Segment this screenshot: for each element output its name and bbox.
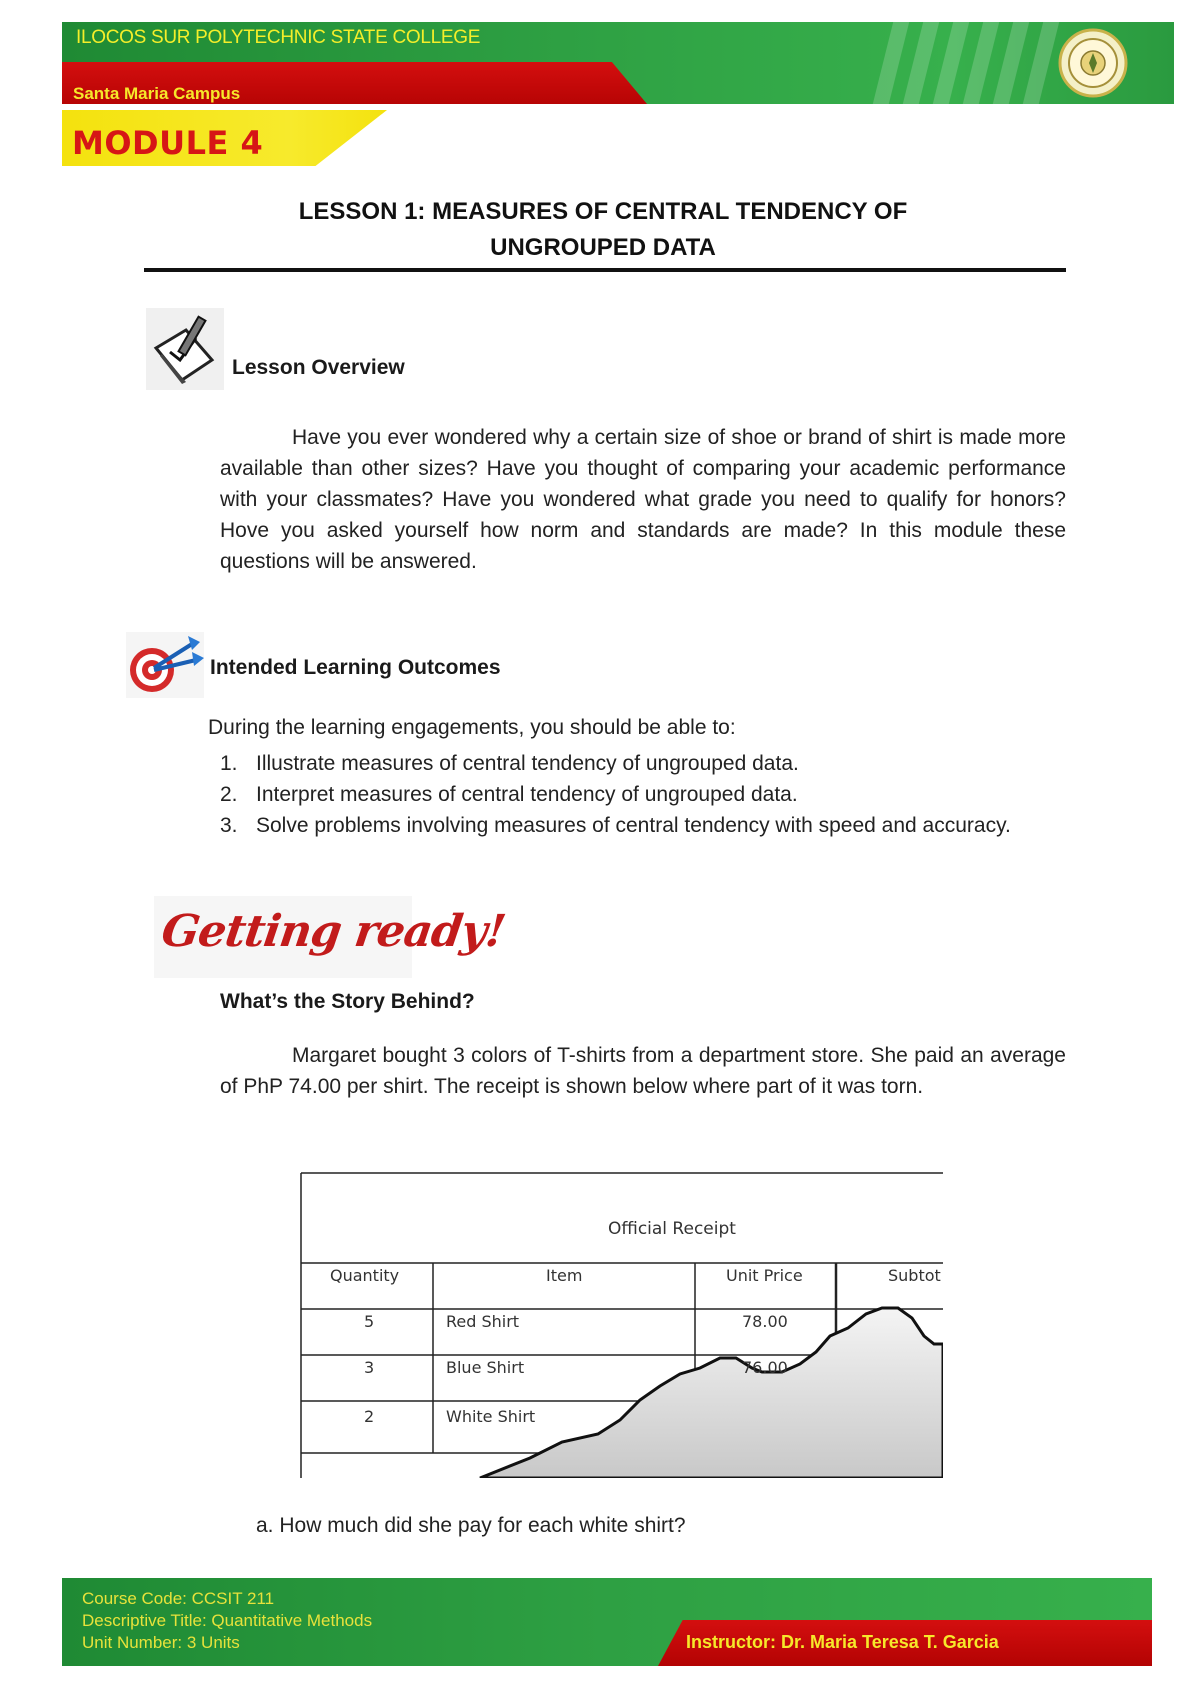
receipt-row-qty: 3 [364,1358,375,1377]
campus-name: Santa Maria Campus [73,84,241,103]
receipt-row-price: 76.00 [742,1358,788,1377]
overview-paragraph: Have you ever wondered why a certain size of shoe or brand of shirt is made more available than other sizes? Have you thought of comparing your academic performance with your classmates? Have you wondered what grade you need to qualify for honors? Hove you asked yourself how norm and standards are made? In this module these questions will be answered. [220,426,1066,573]
college-name: ILOCOS SUR POLYTECHNIC STATE COLLEGE [76,27,481,48]
question-a: a. How much did she pay for each white shirt? [256,1514,686,1537]
receipt-row-qty: 2 [364,1407,375,1426]
list-item [208,810,1066,841]
list-item [208,779,1066,810]
outcomes-heading: Intended Learning Outcomes [210,656,501,679]
unit-number: Unit Number: 3 Units [82,1633,240,1652]
lesson-title-line1: LESSON 1: MEASURES OF CENTRAL TENDENCY OF [298,198,908,225]
list-item [208,748,1066,779]
receipt-title: Official Receipt [608,1219,736,1239]
list-text: Solve problems involving measures of central tendency with speed and accuracy. [256,814,1011,837]
list-text: Illustrate measures of central tendency of ungrouped data. [256,752,799,775]
outcomes-list [208,748,1066,841]
list-number: 1. [220,752,238,775]
instructor-name: Instructor: Dr. Maria Teresa T. Garcia [686,1632,999,1652]
receipt-row-price: 78.00 [742,1312,788,1331]
receipt-row-item: Red Shirt [446,1312,520,1331]
footer-course-info [82,1588,372,1654]
list-text: Interpret measures of central tendency of ungrouped data. [256,783,798,806]
course-code: Course Code: CCSIT 211 [82,1589,275,1608]
target-darts-icon [126,632,204,698]
title-divider [144,268,1066,272]
receipt-row-item: Blue Shirt [446,1358,525,1377]
story-heading: What’s the Story Behind? [220,990,475,1013]
college-seal-icon [1058,28,1128,98]
receipt-header-subtotal: Subtot [888,1266,941,1285]
outcomes-intro: During the learning engagements, you should be able to: [208,716,736,739]
receipt-header-unit-price: Unit Price [726,1266,803,1285]
lesson-title-line2: UNGROUPED DATA [490,234,716,261]
checklist-pencil-icon [146,308,224,390]
overview-heading: Lesson Overview [232,356,405,379]
receipt-row-qty: 5 [364,1312,375,1331]
receipt-row-item: White Shirt [446,1407,536,1426]
list-number: 2. [220,783,238,806]
receipt-header-item: Item [546,1266,583,1285]
lesson-title [140,194,1066,266]
receipt-header-quantity: Quantity [330,1266,400,1285]
list-number: 3. [220,814,238,837]
getting-ready-title: Getting ready! [158,906,508,957]
torn-receipt-image [300,1172,943,1478]
story-paragraph: Margaret bought 3 colors of T-shirts from a department store. She paid an average of PhP 74.00 per shirt. The receipt is shown below where part of it was torn. [220,1044,1066,1098]
module-title: MODULE 4 [72,124,264,162]
descriptive-title: Descriptive Title: Quantitative Methods [82,1611,373,1630]
